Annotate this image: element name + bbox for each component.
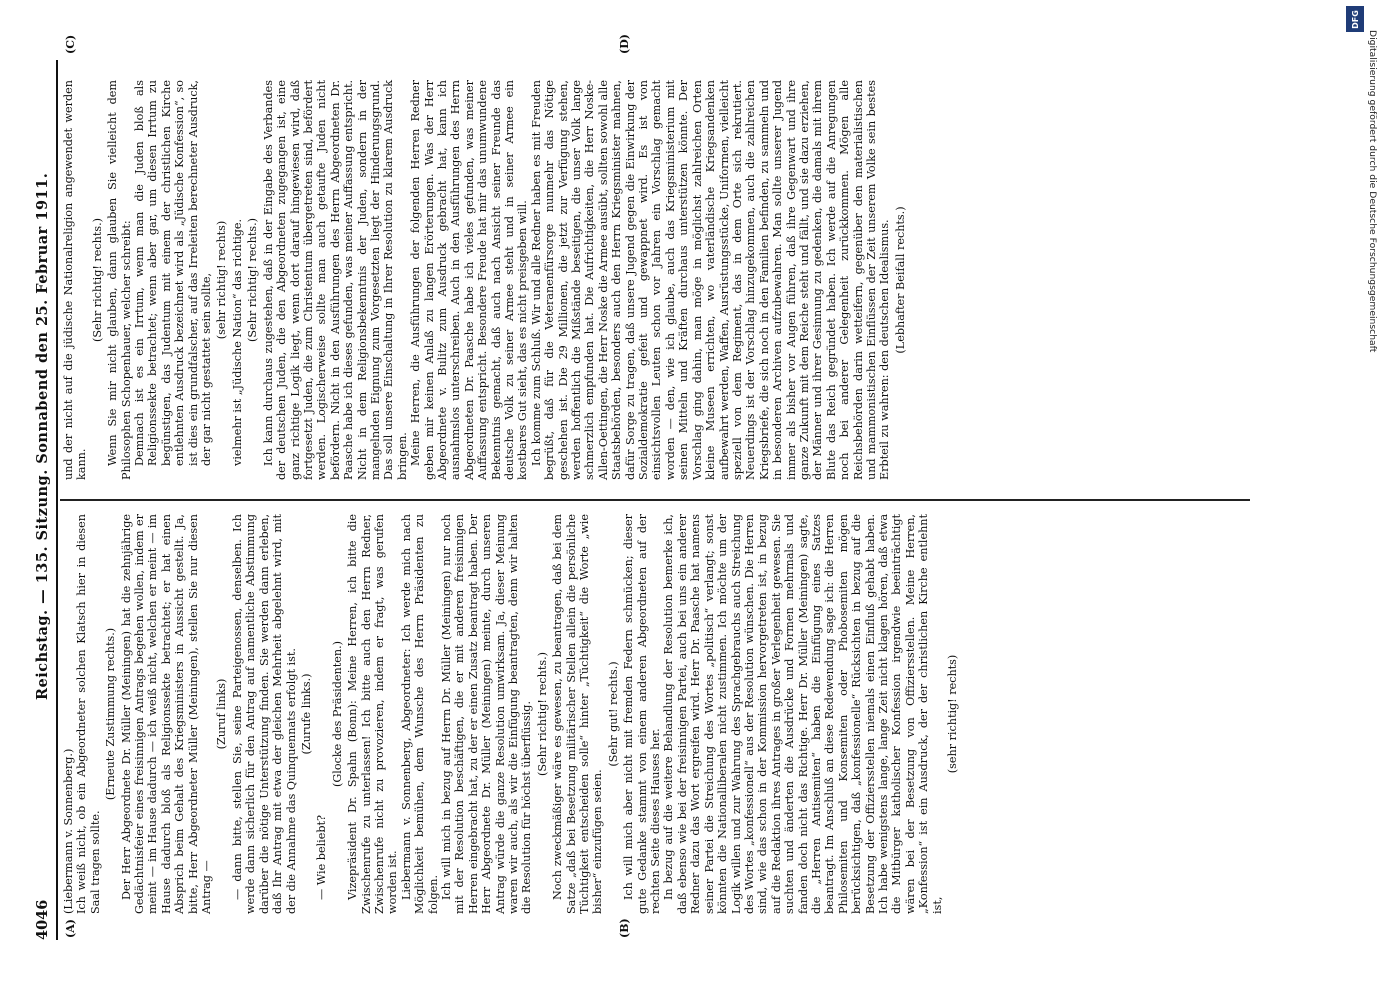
margin-mark-b: (B) [618,918,631,938]
margin-mark-c: (C) [64,34,77,54]
right-text-column [62,80,909,480]
interjection: (Lebhafter Beifall rechts.) [893,206,907,354]
paragraph: vielmehr ist „Jüdische Nation“ das richtige. [230,218,244,466]
paragraph: Ich will mich aber nicht mit fremden Federn schmücken; dieser gute Gedanke stammt von einem anderen Abgeordneten auf der rechten Seite dieses Hauses her. [622,514,663,914]
interjection: (Zuruf links) [215,678,229,750]
header-rule [56,60,58,940]
page-title: Reichstag. — 135. Sitzung. Sonnabend den 25. Februar 1911. [34,172,51,700]
dfg-logo [1346,6,1364,32]
left-text-column [62,514,961,914]
interjection: (Sehr richtig! rechts.) [90,217,104,343]
paragraph: Meine Herren, die Ausführungen der folgenden Herren Redner geben mir keinen Anlaß zu langen Erörterungen. Was der Herr Abgeordnete v. Bulitz zum Ausdruck gebracht hat, kann ich ausnahmslos unterschreiben. Auch in den Ausführungen des Herrn Abgeordneten Dr. Paasche habe ich vieles gefunden, was meiner Auffassung entspricht. Besondere Freude hat mir das unumwundene Bekenntnis gemacht, daß auch nach Ansicht seiner Freunde das deutsche Volk zu seiner Armee steht und in seiner Armee ein kostbares Gut sieht, das es nicht preisgeben will. [409,80,530,480]
paragraph: Ich weiß nicht, ob ein Abgeordneter solchen Klatsch hier in diesen Saal tragen sollte. [75,514,102,914]
paragraph: Vizepräsident Dr. Spahn (Bonn): Meine Herren, ich bitte die Zwischenrufe zu unterlassen! Ich bitte auch den Herrn Redner, Zwischenrufe nicht zu provozieren, indem er fragt, was gerufen worden ist. [346,514,400,914]
paragraph: Ich kann durchaus zugestehen, daß in der Eingabe des Verbandes der deutschen Juden, die den Abgeordneten zugegangen ist, eine ganz richtige Logik liegt, wenn dort darauf hingewiesen wird, daß fortgesetzt Juden, die zum Christentum übergetreten sind, befördert werden. Logischerweise sollte man auch getaufte Juden nicht befördern. Nicht in den Ausführungen des Herrn Abgeordneten Dr. Paasche habe ich dieses gefunden, was meiner Auffassung entspricht. Nicht in dem Religionsbekenntnis der Juden, sondern in der mangelnden Eignung zum Vorgesetzten liegt der Hinderungsgrund. Das soll unsere Einschaltung in Ihrer Resolution zu klarem Ausdruck bringen. [261,80,409,480]
paragraph: Wenn Sie mir nicht glauben, dann glauben Sie vielleicht dem Philosophen Schopenhauer, welcher schreibt: [106,80,133,480]
paragraph: Demnach ist es ein Irrtum, wenn man die Juden bloß als Religionssekte betrachtet; wenn aber gar, um diesen Irrtum zu begünstigen, das Judentum mit einem der christlichen Kirche entlehnten Ausdruck bezeichnet wird als „Jüdische Konfession“, so ist dies ein grundfalscher, auf das Irreleiten berechneter Ausdruck, der gar nicht gestattet sein sollte, [133,80,214,466]
dfg-logo-text: DFG [1350,9,1360,29]
paragraph: Ich komme zum Schluß. Wir und alle Redner haben es mit Freuden begrüßt, daß für die Veteranenfürsorge nunmehr das Nötige geschehen ist. Die 29 Millionen, die jetzt zur Verfügung stehen, werden hoffentlich die Mißstände beseitigen, die unser Volk lange schmerzlich empfunden hat. Die Aufrichtigkeiten, die Herr Noske-Allen-Oettingen, die Herr Noske die Armee ausübt, sollten sowohl alle Staatsbehörden, besonders auch den Herrn Kriegsminister mahnen, dafür Sorge zu tragen, daß unsere Jugend gegen die Einwirkung der Sozialdemokratie gefeit und gewappnet wird. Es ist von einsichtsvollen Leuten schon vor Jahren ein Vorschlag gemacht worden — den, wie ich glaube, auch das Kriegsministerium mit seinen Mitteln und Kräften durchaus unterstützen könnte. Der Vorschlag ging dahin, man möge in möglichst zahlreichen Orten kleine Museen errichten, wo vaterländische Kriegsandenken aufbewahrt werden, Waffen, Ausrüstungsstücke, Uniformen, vielleicht speziell von dem Regiment, das in dem Orte sich rekrutiert. Neuerdings ist der Vorschlag hinzugekommen, auch die zahlreichen Kriegsbriefe, die sich noch in den Familien befinden, zu sammeln und in besonderen Archiven aufzubewahren. Man sollte unserer Jugend immer als bisher vor Augen führen, daß ihre Gegenwart und ihre ganze Zukunft mit dem Reiche steht und fällt, und sie dazu erziehen, der Männer und ihrer Gesinnung zu gedenken, die damals mit ihrem Blute das Reich gegründet haben. Ich werde auf die Anregungen noch bei anderer Gelegenheit zurückkommen. Mögen alle Reichsbehörden darin wetteifern, gegenüber den materialistischen und mammonistischen Einflüssen der Zeit unserem Volke sein bestes Erbteil zu wahren: den deutschen Idealismus. [529,80,892,480]
funding-credit [1366,20,1380,980]
column-divider [60,500,1250,502]
interjection: (Sehr richtig! rechts.) [535,651,549,777]
paragraph: In bezug auf die weitere Behandlung der Resolution bemerke ich, daß ebenso wie bei der freisinnigen Partei, auch bei uns ein anderer Redner dazu das Wort ergreifen wird. Herr Dr. Paasche hat namens seiner Partei die Streichung des Wortes „politisch“ verlangt; sonst könnten die Nationalliberalen nicht zustimmen. Ich möchte um der Logik willen und zur Wahrung des Sprachgebrauchs auch Streichung des Wortes „konfessionell“ aus der Resolution wünschen. Die Herren sind, wie das schon in der Kommission hervorgetreten ist, in bezug auf die Redaktion ihres Antrages in großer Verlegenheit gewesen. Sie suchten und änderten die Ausdrücke und Formen mehrmals und fanden doch nicht das Richtige. Herr Dr. Müller (Meiningen) sagte, die „Herren Antisemiten“ haben die Einfügung eines Satzes beantragt. Im Anschluß an diese Redewendung sage ich: die Herren Philosemiten und Konsemiten oder Phobosemiten mögen berücksichtigen, daß „konfessionelle“ Rücksichten in bezug auf die Besetzung der Offiziersstellen niemals einen Einfluß gehabt haben. Ich habe wenigstens lange, lange Zeit nicht klagen hören, daß etwa die Mitbürger katholischer Konfession irgendwie beeinträchtigt wären bei der Besetzung von Offiziersstellen. Meine Herren, „Konfession“ ist ein Ausdruck, der der christlichen Kirche entlehnt ist, [662,514,944,914]
interjection: (sehr richtig! rechts) [215,220,229,340]
paragraph: Ich will mich in bezug auf Herrn Dr. Müller (Meiningen) nur noch mit der Resolution beschäftigen, die er mit anderen freisinnigen Herren eingebracht hat, zu der er einen Zusatz beantragt haben. Der Herr Abgeordnete Dr. Müller (Meiningen) meinte, durch unseren Antrag würde die ganze Resolution umwirksam. Ja, dieser Meinung waren wir auch, als wir die Einfügung beantragten, denn wir halten die Resolution für höchst überflüssig. [439,514,534,914]
funding-credit-text: Digitalisierung gefördert durch die Deutsche Forschungsgemeinschaft [1367,30,1378,353]
margin-mark-d: (D) [618,34,631,54]
paragraph: Der Herr Abgeordnete Dr. Müller (Meiningen) hat die zehnjährige Gedächtnisfeier eines freisinnigen Antrags begehen wollen, indem er meint — im Hause dadurch — ich weiß nicht, welchen er meint — im Hause dadurch bloß als Religionssekte betrachtet; er hat einen Absprich beim Gehalt des Kriegsministers in Aussicht gestellt. Ja, bitte, Herr Abgeordneter Müller (Meiningen), stellen Sie nur diesen Antrag — [119,514,214,914]
margin-mark-a: (A) [64,919,77,938]
interjection: (Erneute Zustimmung rechts.) [104,627,118,801]
interjection: (Sehr richtig! rechts.) [246,217,260,343]
interjection: (Zurufe links.) [299,673,313,755]
paragraph: Noch zweckmäßiger wäre es gewesen, zu beantragen, daß bei dem Satze „daß bei Besetzung militärischer Stellen allein die persönliche Tüchtigkeit entscheiden solle“ hinter „Tüchtigkeit“ die Worte „wie bisher“ einzufügen seien. [551,514,605,914]
paragraph: Liebermann v. Sonnenberg, Abgeordneter: Ich werde mich nach Möglichkeit bemühen, dem Wunsche des Herrn Präsidenten zu folgen. [399,514,440,914]
paragraph: — dann bitte, stellen Sie, seine Parteigenossen, denselben. Ich werde dann sicherlich für den Antrag auf namentliche Abstimmung darüber die nötige Unterstützung finden. Sie werden dann erleben, daß Ihr Antrag mit etwa der gleichen Mehrheit abgelehnt wird, mit der die Annahme das Quinquennats erfolgt ist. [230,514,298,914]
paragraph: und der nicht auf die jüdische Nationalreligion angewendet werden kann. [62,80,89,480]
page-header [30,60,56,940]
paragraph: (Liebermann v. Sonnenberg.) [62,748,75,914]
paragraph: — Wie beliebt? [315,814,329,900]
interjection: (Glocke des Präsidenten.) [330,641,344,788]
page-number: 4046 [34,899,51,940]
interjection: (sehr richtig! rechts) [946,654,959,774]
interjection: (Sehr gut! rechts.) [606,661,620,767]
